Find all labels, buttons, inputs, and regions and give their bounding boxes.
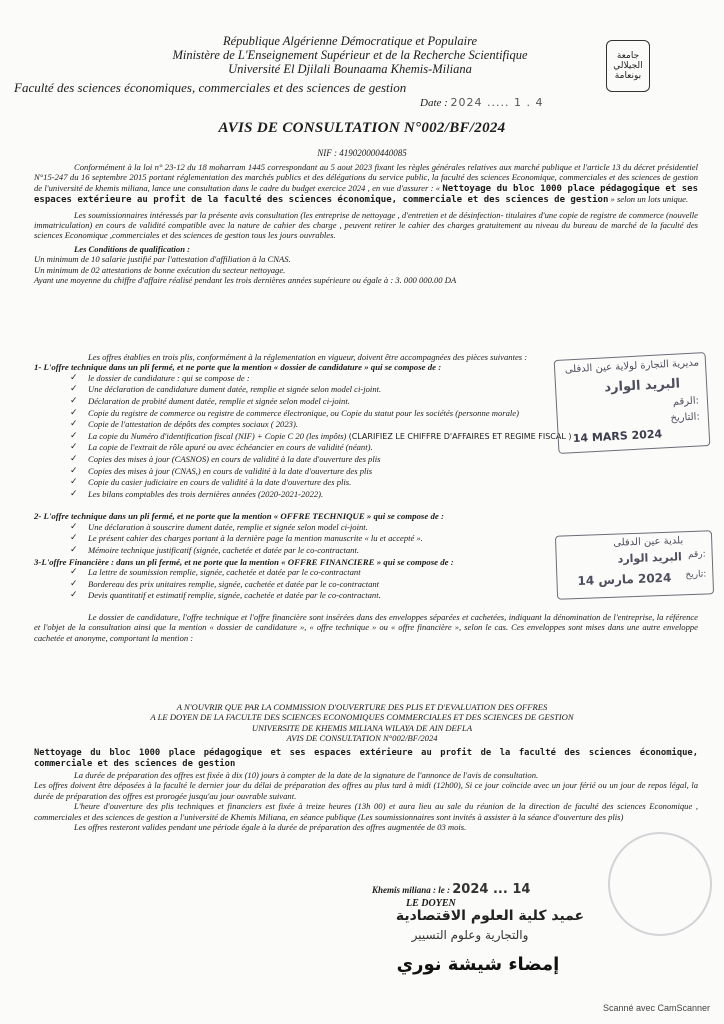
intro-paragraph-2: Les soumissionnaires intéressés par la présente avis consultation (les entreprise de nettoyage , d'entretien et de désinfection- titulaires d'une copie de registre de commerce (nouvelle immatriculation) en cours de validité compatible avec la nature de cahier des charge , peuvent retirer le cahier des charges gratuitement au niveau du bureau de marché de la faculté des sciences Economique ,commerciales et des sciences de gestion tous les jours ouvrables. (34, 209, 698, 241)
intro-object: Nettoyage du bloc 1000 place pédagogique et ses espaces extérieure au profit de la faculté des sciences économique, commerciale et des sciences de gestion (34, 183, 698, 206)
closing-paragraph-3: L'heure d'ouverture des plis techniques et financiers est fixée à treize heures (13h 00) et aura lieu au sale du réunion de la direction de faculté des sciences Economique , commerciales et des sciences de gestion a l'université de Khemis Miliana, en séance publique (Les soumissionnaires sont invités à assister à la séance d'ouverture des plis) (34, 801, 698, 822)
list-item: ✓ Mémoire technique justificatif (signée, cachetée et datée par le co-contractant. (70, 544, 360, 555)
stamp1-date: 14 MARS 2024 (572, 427, 663, 446)
closing-paragraph-2: Les offres doivent être déposées à la faculté le dernier jour du délai de préparation des offres au plus tard à midi (12h00), Si ce jour coïncide avec un jour férié ou un jour de repos légal, la durée de préparation des offres est prorogée jusqu'au jour ouvrable suivant. (34, 780, 698, 801)
check-icon: ✓ (70, 521, 78, 532)
signature-title: LE DOYEN (406, 898, 456, 909)
stamp2-line-3: رقم: (687, 549, 706, 561)
stamp1-line-2: البريد الوارد (604, 376, 681, 396)
check-icon: ✓ (70, 488, 78, 499)
check-icon: ✓ (70, 419, 78, 430)
list-item: ✓ Copies des mises à jour (CASNOS) en cours de validité à la date d'ouverture des plis (70, 453, 381, 464)
mention-line-3: UNIVERSITE DE KHEMIS MILIANA WILAYA DE AIN DEFLA (251, 722, 473, 733)
list-item: ✓ La copie du Numéro d'identification fiscal (NIF) + Copie C 20 (les impôts) (CLARIFIEZ LE CHIFFRE D'AFFAIRES ET REGIME FISCAL ) (70, 430, 572, 441)
mention-line-2: A LE DOYEN DE LA FACULTE DES SCIENCES ECONOMIQUES COMMERCIALES ET DES SCIENCES DE GESTION (150, 712, 574, 723)
commerce-receipt-stamp (554, 352, 711, 454)
header-faculty: Faculté des sciences économiques, commerciales et des sciences de gestion (14, 80, 407, 95)
header-date (420, 96, 544, 109)
stamp1-line-4: التاريخ: (670, 411, 701, 424)
check-icon: ✓ (70, 372, 78, 383)
faculty-round-stamp (608, 832, 712, 936)
list-item: ✓ Copie de l'attestation de dépôts des comptes sociaux ( 2023). (70, 419, 298, 430)
list-item: ✓ La lettre de soumission remplie, signée, cachetée et datée par le co-contractant (70, 566, 361, 577)
header-line-ministry: Ministère de L'Enseignement Supérieur et de la Recherche Scientifique (172, 48, 528, 62)
consultation-object: Nettoyage du bloc 1000 place pédagogique et ses espaces extérieure au profit de la faculté des sciences économique, commerciale et des sciences de gestion (34, 748, 698, 769)
list-item: ✓ Devis quantitatif et estimatif remplie, signée, cachetée et datée par le co-contractant. (70, 590, 381, 601)
signature-place-date (372, 882, 530, 897)
check-icon: ✓ (70, 578, 78, 589)
signature-date-hand: 2024 ... 14 (452, 882, 531, 897)
list-item: ✓ Déclaration de probité dument datée, remplie et signée selon model ci-joint. (70, 396, 350, 406)
check-icon: ✓ (70, 566, 78, 577)
list-item: ✓ Copies des mises à jour (CNAS,) en cours de validité à la date d'ouverture des plis (70, 465, 373, 476)
document-title: AVIS DE CONSULTATION N°002/BF/2024 (218, 120, 506, 136)
check-icon: ✓ (70, 430, 78, 441)
offers-intro: Les offres établies en trois plis, conformément à la réglementation en vigueur, doivent être accompagnées des pièces suivantes : (88, 352, 528, 362)
stamp2-date: 2024 مارس 14 (577, 570, 672, 588)
list-item: ✓ le dossier de candidature : qui se compose de : (70, 372, 250, 383)
nif-clarification: (CLARIFIEZ LE CHIFFRE D'AFFAIRES ET REGIME FISCAL ) (348, 431, 572, 441)
header-line-republic: République Algérienne Démocratique et Populaire (222, 34, 478, 48)
envelopes-paragraph: Le dossier de candidature, l'offre technique et l'offre financière sont insérées dans des enveloppes séparées et cachetées, indiquant la dénomination de l'entreprise, la référence et l'objet de la consultation ainsi que la mention « dossier de candidature », « offre technique » ou « offre financière », selon le cas. Ces enveloppes sont mises dans une autre enveloppe cachetée et anonyme, comportant la mention : (34, 611, 698, 643)
list-item: ✓ La copie de l'extrait de rôle apuré ou avec échéancier en cours de validité (néant). (70, 442, 373, 453)
check-icon: ✓ (70, 453, 78, 464)
section3-heading: 3-L'offre Financière : dans un pli fermé, et ne porte que la mention « OFFRE FINANCIERE » qui se compose de : (34, 556, 454, 567)
check-icon: ✓ (70, 533, 78, 544)
closing-section (34, 748, 698, 832)
intro-paragraph-1 (34, 162, 698, 206)
municipality-receipt-stamp (555, 530, 714, 599)
check-icon: ✓ (70, 384, 78, 395)
camscanner-watermark: Scanné avec CamScanner (602, 1003, 710, 1013)
qualification-line-3: Ayant une moyenne du chiffre d'affaire réalisé pendant les trois dernières années supérieure ou égale à : 3. 000 000.00 DA (34, 275, 457, 286)
qualification-heading: Les Conditions de qualification : (74, 243, 191, 254)
check-icon: ✓ (70, 477, 78, 488)
list-item: ✓ Bordereau des prix unitaires remplie, signée, cachetée et datée par le co-contractant (70, 578, 380, 589)
intro-section (34, 162, 698, 285)
section2-heading: 2- L'offre technique dans un pli fermé, et ne porte que la mention « OFFRE TECHNIQUE » qui se compose de : (34, 511, 444, 522)
stamp2-line-4: تاريخ: (685, 569, 707, 581)
qualification-line-2: Un minimum de 02 attestations de bonne exécution du secteur nettoyage. (34, 264, 286, 275)
list-item: ✓ Le présent cahier des charges portant à la dernière page la mention manuscrite « lu et accepté ». (70, 533, 423, 544)
stamp1-line-1: مديرية التجارة لولاية عين الدفلى (564, 357, 700, 376)
list-item: ✓ Une déclaration à souscrire dument datée, remplie et signée selon model ci-joint. (70, 521, 368, 532)
stamp2-line-1: بلدية عين الدفلى (613, 535, 684, 549)
list-item: ✓ Les bilans comptables des trois dernières années (2020-2021-2022). (70, 488, 324, 499)
check-icon: ✓ (70, 396, 78, 406)
list-item: ✓ Copie du casier judiciaire en cours de validité à la date d'ouverture des plis. (70, 477, 352, 488)
dean-signature: إمضاء شيشة نوري (396, 954, 560, 975)
check-icon: ✓ (70, 407, 78, 418)
nif-number: NIF : 419020000440085 (317, 148, 407, 158)
signature-place: Khemis miliana : le : (372, 885, 451, 895)
check-icon: ✓ (70, 590, 78, 601)
stamp1-line-3: الرقم: (672, 395, 700, 408)
check-icon: ✓ (70, 544, 78, 555)
closing-paragraph-4: Les offres resteront valides pendant une période égale à la durée de préparation des offres augmentée de 03 mois. (74, 822, 467, 833)
university-logo (606, 40, 650, 92)
mention-line-4: AVIS DE CONSULTATION N°002/BF/2024 (286, 733, 438, 744)
date-label: Date : (420, 97, 448, 109)
closing-paragraph-1: La durée de préparation des offres est fixée à dix (10) jours à compter de la date de la signature de l'annonce de l'avis de consultation. (74, 770, 539, 780)
header-line-university: Université El Djilali Bounaama Khemis-Miliana (228, 62, 472, 76)
envelope-mention (0, 702, 724, 744)
check-icon: ✓ (70, 465, 78, 476)
date-value: 2024 ..... 1 . 4 (450, 96, 544, 109)
qualification-line-1: Un minimum de 10 salarie justifié par l'attestation d'affiliation à la CNAS. (34, 254, 291, 265)
intro-p1-start: Conformément à la loi n° 23-12 du 18 moharram 1445 correspondant au 5 aout 2023 fixant les règles générales relatives aux marché publique et l'article 13 du décret présidentiel N°15-247 du 16 septembre 2015 portant réglementation des marchés publics et des délégations du service public, la faculté des sciences Economique, commerciales et des sciences de gestion de l'université de khemis miliana, lance une consultation dans le cadre du budget exercice 2024 , en vue d'assurer : « (34, 162, 698, 193)
list-item: ✓ Copie du registre de commerce ou registre de commerce électronique, ou Copie du statut pour les sociétés (personne morale) (70, 407, 519, 418)
logo-text: جامعة الجيلالي بونعامة (613, 51, 643, 81)
mention-line-1: A N'OUVRIR QUE PAR LA COMMISSION D'OUVERTURE DES PLIS ET D'EVALUATION DES OFFRES (176, 702, 548, 712)
dean-stamp-line-1: عميد كلية العلوم الاقتصادية (395, 908, 585, 924)
stamp2-line-2: البريد الوارد (617, 550, 682, 566)
intro-p1-end: » selon un lots unique. (610, 194, 689, 205)
check-icon: ✓ (70, 442, 78, 453)
section1-heading: 1- L'offre technique dans un pli fermé, et ne porte que la mention « dossier de candidature » qui se compose de : (34, 362, 442, 373)
list-item: ✓ Une déclaration de candidature dument datée, remplie et signée selon model ci-joint. (70, 384, 382, 395)
dean-stamp-line-2: والتجارية وعلوم التسيير (411, 928, 529, 942)
